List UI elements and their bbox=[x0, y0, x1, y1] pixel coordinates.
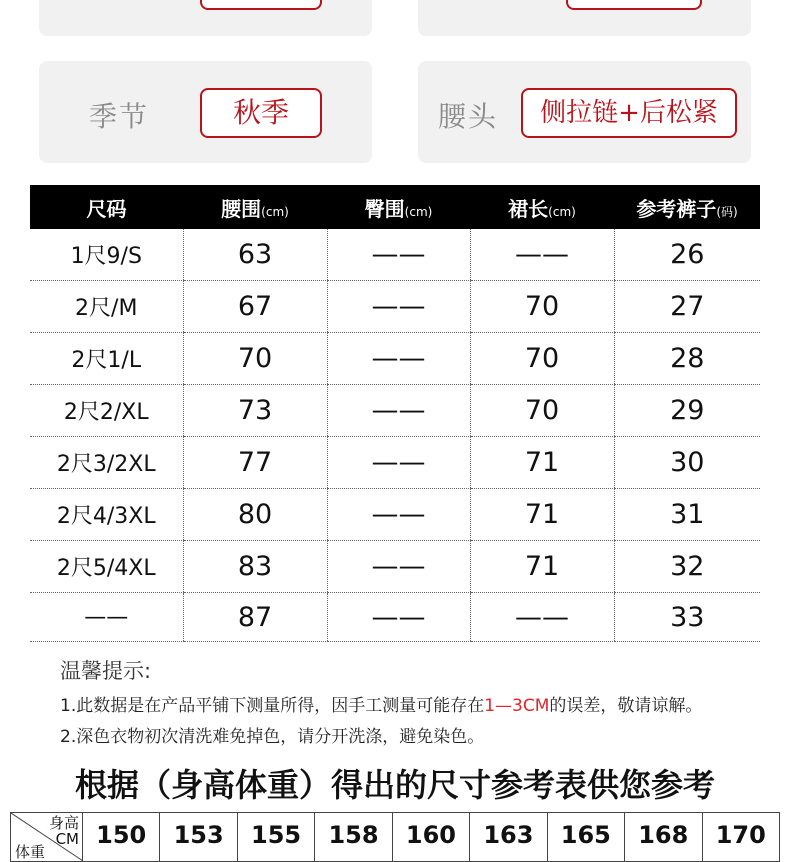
cell-pants: 29 bbox=[614, 385, 760, 437]
table-row bbox=[30, 541, 760, 593]
height-cell: 150 bbox=[83, 813, 160, 862]
cell-hip: —— bbox=[327, 385, 470, 437]
spec-card-partial-left bbox=[39, 0, 372, 36]
cell-hip: —— bbox=[327, 281, 470, 333]
note-error-range: 1—3CM bbox=[484, 696, 550, 716]
reference-table bbox=[10, 812, 780, 862]
cell-length: —— bbox=[470, 229, 614, 281]
cell-size: 2尺1/L bbox=[30, 333, 183, 385]
cell-hip: —— bbox=[327, 229, 470, 281]
cell-length: 70 bbox=[470, 281, 614, 333]
reference-header-row bbox=[11, 813, 780, 862]
cell-pants: 31 bbox=[614, 489, 760, 541]
cell-pants: 27 bbox=[614, 281, 760, 333]
cell-waist: 77 bbox=[183, 437, 327, 489]
height-cell: 165 bbox=[547, 813, 624, 862]
corner-height-label: 身高 CM bbox=[48, 814, 79, 848]
spec-label-waistband: 腰头 bbox=[438, 100, 499, 133]
cell-length: 71 bbox=[470, 437, 614, 489]
cell-length: —— bbox=[470, 593, 614, 642]
height-cell: 170 bbox=[702, 813, 780, 862]
header-waist: 腰围(cm) bbox=[183, 185, 327, 229]
spec-label-season: 季节 bbox=[89, 100, 150, 133]
cell-hip: —— bbox=[327, 333, 470, 385]
cell-waist: 80 bbox=[183, 489, 327, 541]
cell-waist: 83 bbox=[183, 541, 327, 593]
note-line-1-tail: 的误差，敬请谅解。 bbox=[549, 696, 703, 716]
note-line-1 bbox=[60, 691, 702, 716]
spec-value-partial-left bbox=[200, 0, 322, 10]
cell-pants: 28 bbox=[614, 333, 760, 385]
spec-card-waistband bbox=[418, 61, 751, 163]
cell-waist: 73 bbox=[183, 385, 327, 437]
table-row bbox=[30, 593, 760, 642]
height-cell: 158 bbox=[315, 813, 392, 862]
cell-waist: 70 bbox=[183, 333, 327, 385]
notes-title: 温馨提示: bbox=[60, 659, 152, 683]
reference-corner-cell bbox=[11, 813, 83, 862]
cell-length: 71 bbox=[470, 541, 614, 593]
size-table bbox=[30, 185, 760, 642]
cell-size: 1尺9/S bbox=[30, 229, 183, 281]
spec-value-partial-right bbox=[566, 0, 702, 10]
cell-pants: 32 bbox=[614, 541, 760, 593]
table-row bbox=[30, 489, 760, 541]
height-cell: 153 bbox=[160, 813, 237, 862]
cell-waist: 87 bbox=[183, 593, 327, 642]
cell-pants: 26 bbox=[614, 229, 760, 281]
header-skirt-length: 裙长(cm) bbox=[470, 185, 614, 229]
height-cell: 163 bbox=[470, 813, 547, 862]
spec-card-season bbox=[39, 61, 372, 163]
table-row bbox=[30, 333, 760, 385]
table-row bbox=[30, 385, 760, 437]
spec-card-partial-right bbox=[418, 0, 751, 36]
cell-hip: —— bbox=[327, 489, 470, 541]
cell-pants: 33 bbox=[614, 593, 760, 642]
corner-weight-label: 体重 bbox=[15, 843, 46, 861]
cell-size: 2尺/M bbox=[30, 281, 183, 333]
reference-heading: 根据（身高体重）得出的尺寸参考表供您参考 bbox=[74, 766, 715, 804]
spec-value-waistband: 侧拉链+后松紧 bbox=[521, 88, 737, 138]
note-line-1-text: 1.此数据是在产品平铺下测量所得，因手工测量可能存在 bbox=[60, 696, 485, 716]
height-cell: 155 bbox=[237, 813, 314, 862]
header-size: 尺码 bbox=[30, 185, 183, 229]
cell-length: 71 bbox=[470, 489, 614, 541]
cell-size: —— bbox=[30, 593, 183, 642]
header-reference-pants: 参考裤子(码) bbox=[614, 185, 760, 229]
cell-hip: —— bbox=[327, 437, 470, 489]
cell-waist: 63 bbox=[183, 229, 327, 281]
note-line-2: 2.深色衣物初次清洗难免掉色，请分开洗涤，避免染色。 bbox=[60, 727, 485, 747]
table-row bbox=[30, 437, 760, 489]
table-row bbox=[30, 229, 760, 281]
cell-waist: 67 bbox=[183, 281, 327, 333]
header-hip: 臀围(cm) bbox=[327, 185, 470, 229]
size-table-header bbox=[30, 185, 760, 229]
cell-length: 70 bbox=[470, 333, 614, 385]
cell-hip: —— bbox=[327, 593, 470, 642]
cell-hip: —— bbox=[327, 541, 470, 593]
cell-size: 2尺5/4XL bbox=[30, 541, 183, 593]
cell-size: 2尺2/XL bbox=[30, 385, 183, 437]
cell-size: 2尺3/2XL bbox=[30, 437, 183, 489]
notes-section bbox=[60, 655, 702, 747]
height-cell: 168 bbox=[625, 813, 702, 862]
spec-value-season: 秋季 bbox=[200, 88, 322, 138]
height-cell: 160 bbox=[392, 813, 469, 862]
cell-size: 2尺4/3XL bbox=[30, 489, 183, 541]
table-row bbox=[30, 281, 760, 333]
cell-length: 70 bbox=[470, 385, 614, 437]
cell-pants: 30 bbox=[614, 437, 760, 489]
